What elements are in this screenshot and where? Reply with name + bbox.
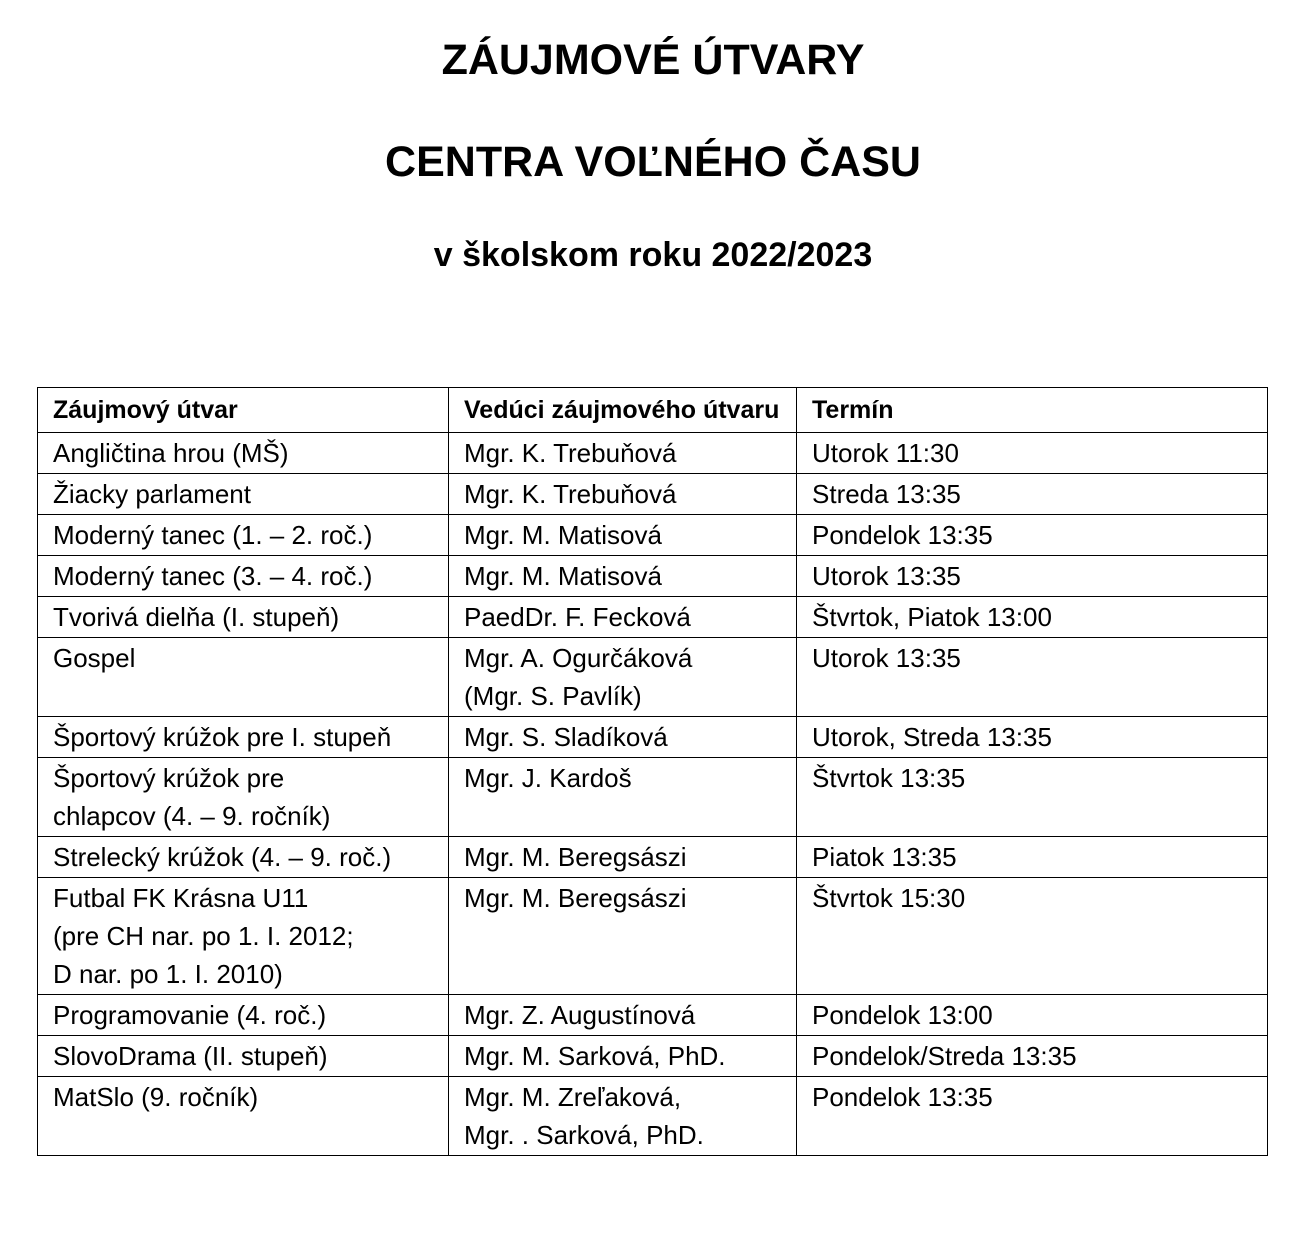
cell-time: Štvrtok 15:30 xyxy=(797,878,1268,995)
column-header-leader: Vedúci záujmového útvaru xyxy=(449,388,797,433)
table-row xyxy=(38,1077,1268,1156)
cell-leader: Mgr. A. Ogurčáková (Mgr. S. Pavlík) xyxy=(449,638,797,717)
document-subtitle: CENTRA VOĽNÉHO ČASU xyxy=(385,138,921,186)
cell-time: Pondelok 13:35 xyxy=(797,515,1268,556)
activities-table xyxy=(37,387,1268,1156)
table-row xyxy=(38,556,1268,597)
cell-leader: Mgr. M. Zreľaková, Mgr. . Sarková, PhD. xyxy=(449,1077,797,1156)
table-row xyxy=(38,515,1268,556)
cell-activity: Tvorivá dielňa (I. stupeň) xyxy=(38,597,449,638)
cell-leader: Mgr. S. Sladíková xyxy=(449,717,797,758)
cell-time: Utorok 13:35 xyxy=(797,638,1268,717)
table-row xyxy=(38,758,1268,837)
cell-activity: Programovanie (4. roč.) xyxy=(38,995,449,1036)
table-body xyxy=(38,433,1268,1156)
table-row xyxy=(38,878,1268,995)
cell-time: Utorok, Streda 13:35 xyxy=(797,717,1268,758)
cell-leader: Mgr. M. Matisová xyxy=(449,556,797,597)
cell-leader: Mgr. J. Kardoš xyxy=(449,758,797,837)
cell-activity: Strelecký krúžok (4. – 9. roč.) xyxy=(38,837,449,878)
cell-leader: Mgr. Z. Augustínová xyxy=(449,995,797,1036)
cell-time: Pondelok/Streda 13:35 xyxy=(797,1036,1268,1077)
table-row xyxy=(38,433,1268,474)
column-header-activity: Záujmový útvar xyxy=(38,388,449,433)
cell-activity: SlovoDrama (II. stupeň) xyxy=(38,1036,449,1077)
school-year-heading: v školskom roku 2022/2023 xyxy=(433,236,873,274)
table-row xyxy=(38,597,1268,638)
cell-leader: PaedDr. F. Fecková xyxy=(449,597,797,638)
cell-activity: Futbal FK Krásna U11 (pre CH nar. po 1. I. 2012; D nar. po 1. I. 2010) xyxy=(38,878,449,995)
cell-time: Utorok 11:30 xyxy=(797,433,1268,474)
table-row xyxy=(38,837,1268,878)
cell-activity: Angličtina hrou (MŠ) xyxy=(38,433,449,474)
cell-leader: Mgr. M. Sarková, PhD. xyxy=(449,1036,797,1077)
cell-activity: Športový krúžok pre I. stupeň xyxy=(38,717,449,758)
table-row xyxy=(38,474,1268,515)
cell-activity: Gospel xyxy=(38,638,449,717)
cell-time: Štvrtok, Piatok 13:00 xyxy=(797,597,1268,638)
table-row xyxy=(38,995,1268,1036)
cell-leader: Mgr. K. Trebuňová xyxy=(449,474,797,515)
cell-leader: Mgr. K. Trebuňová xyxy=(449,433,797,474)
cell-activity: Športový krúžok pre chlapcov (4. – 9. ročník) xyxy=(38,758,449,837)
cell-time: Štvrtok 13:35 xyxy=(797,758,1268,837)
cell-time: Pondelok 13:00 xyxy=(797,995,1268,1036)
cell-leader: Mgr. M. Matisová xyxy=(449,515,797,556)
table-header xyxy=(38,388,1268,433)
cell-activity: Žiacky parlament xyxy=(38,474,449,515)
cell-activity: Moderný tanec (3. – 4. roč.) xyxy=(38,556,449,597)
table-row xyxy=(38,717,1268,758)
cell-leader: Mgr. M. Beregsászi xyxy=(449,837,797,878)
document-title: ZÁUJMOVÉ ÚTVARY xyxy=(441,36,865,84)
cell-time: Piatok 13:35 xyxy=(797,837,1268,878)
column-header-time: Termín xyxy=(797,388,1268,433)
cell-time: Utorok 13:35 xyxy=(797,556,1268,597)
table-row xyxy=(38,1036,1268,1077)
cell-activity: MatSlo (9. ročník) xyxy=(38,1077,449,1156)
cell-time: Pondelok 13:35 xyxy=(797,1077,1268,1156)
table-header-row xyxy=(38,388,1268,433)
table-row xyxy=(38,638,1268,717)
cell-activity: Moderný tanec (1. – 2. roč.) xyxy=(38,515,449,556)
cell-time: Streda 13:35 xyxy=(797,474,1268,515)
cell-leader: Mgr. M. Beregsászi xyxy=(449,878,797,995)
